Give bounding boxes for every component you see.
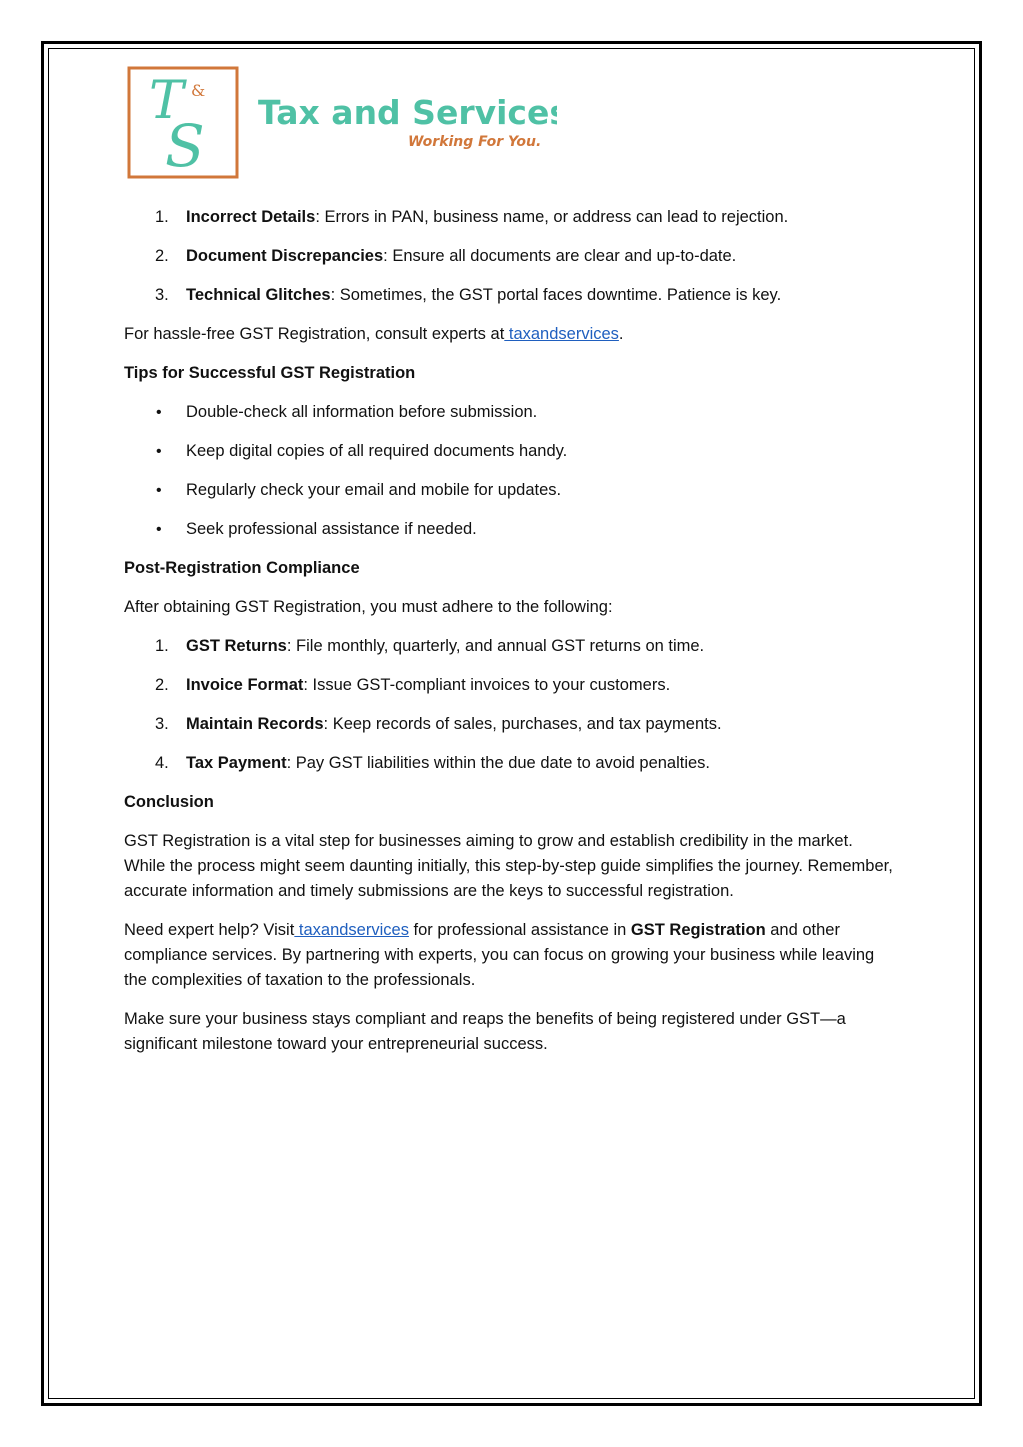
list-item <box>124 478 894 503</box>
list-term: Maintain Records <box>186 715 324 733</box>
document-body <box>124 205 894 1071</box>
list-item <box>124 634 894 659</box>
list-number: 2. <box>155 247 169 265</box>
company-logo <box>127 66 557 180</box>
logo-monogram-amp: & <box>191 81 206 100</box>
list-term: Invoice Format <box>186 676 304 694</box>
logo-tagline: Working For You. <box>408 134 542 150</box>
conclusion-heading: Conclusion <box>124 793 214 811</box>
list-number: 2. <box>155 676 169 694</box>
tips-list <box>124 400 894 542</box>
help-text: for professional assistance in <box>408 921 631 939</box>
consult-period: . <box>618 325 624 343</box>
list-text: : Keep records of sales, purchases, and tax payments. <box>323 715 722 733</box>
list-number: 3. <box>155 286 169 304</box>
logo-brand-name: Tax and Services <box>258 93 557 132</box>
consult-text: For hassle-free GST Registration, consult experts at <box>124 325 505 343</box>
list-text: : Sometimes, the GST portal faces downtime. Patience is key. <box>330 286 782 304</box>
consult-paragraph <box>124 322 894 347</box>
list-term: Document Discrepancies <box>186 247 384 265</box>
list-item <box>124 439 894 464</box>
conclusion-paragraph: GST Registration is a vital step for businesses aiming to grow and establish credibility in the market. While the process might seem daunting initially, this step-by-step guide simplifies the journey. Remember, accurate information and timely submissions are the keys to successful registration. <box>124 832 893 900</box>
help-text: and other compliance services. By partnering with experts, you can focus on growing your business while leaving the complexities of taxation to the professionals. <box>124 921 875 989</box>
list-item <box>124 205 894 230</box>
list-number: 3. <box>155 715 169 733</box>
list-text: : Pay GST liabilities within the due date to avoid penalties. <box>286 754 711 772</box>
list-item <box>124 517 894 542</box>
list-number: 1. <box>155 208 169 226</box>
taxandservices-link[interactable]: taxandservices <box>504 325 619 343</box>
list-text: Double-check all information before submission. <box>186 403 538 421</box>
final-paragraph: Make sure your business stays compliant and reaps the benefits of being registered under GST—a significant milestone toward your entrepreneurial success. <box>124 1010 846 1053</box>
list-text: Seek professional assistance if needed. <box>186 520 477 538</box>
list-number: 4. <box>155 754 169 772</box>
taxandservices-link[interactable]: taxandservices <box>294 921 409 939</box>
list-term: Tax Payment <box>186 754 287 772</box>
list-item <box>124 283 894 308</box>
list-term: Technical Glitches <box>186 286 331 304</box>
list-term: Incorrect Details <box>186 208 316 226</box>
help-bold-term: GST Registration <box>630 921 766 939</box>
list-text: Regularly check your email and mobile for updates. <box>186 481 562 499</box>
compliance-list <box>124 634 894 776</box>
bullet-icon: • <box>156 482 162 499</box>
list-item <box>124 712 894 737</box>
list-text: : Errors in PAN, business name, or address can lead to rejection. <box>315 208 789 226</box>
help-paragraph <box>124 918 894 993</box>
list-text: : Ensure all documents are clear and up-to-date. <box>383 247 737 265</box>
list-item <box>124 673 894 698</box>
list-item <box>124 400 894 425</box>
bullet-icon: • <box>156 404 162 421</box>
bullet-icon: • <box>156 443 162 460</box>
help-text: Need expert help? Visit <box>124 921 295 939</box>
list-item <box>124 244 894 269</box>
bullet-icon: • <box>156 521 162 538</box>
logo-monogram-s: S <box>165 112 205 180</box>
list-text: : File monthly, quarterly, and annual GST returns on time. <box>286 637 705 655</box>
list-text: : Issue GST-compliant invoices to your customers. <box>303 676 671 694</box>
logo-graphic <box>127 66 557 180</box>
list-term: GST Returns <box>186 637 287 655</box>
list-item <box>124 751 894 776</box>
logo-monogram-t: T <box>149 71 184 131</box>
tips-heading: Tips for Successful GST Registration <box>124 364 416 382</box>
compliance-intro: After obtaining GST Registration, you must adhere to the following: <box>124 598 613 616</box>
issues-list <box>124 205 894 308</box>
compliance-heading: Post-Registration Compliance <box>124 559 360 577</box>
list-number: 1. <box>155 637 169 655</box>
list-text: Keep digital copies of all required documents handy. <box>186 442 568 460</box>
